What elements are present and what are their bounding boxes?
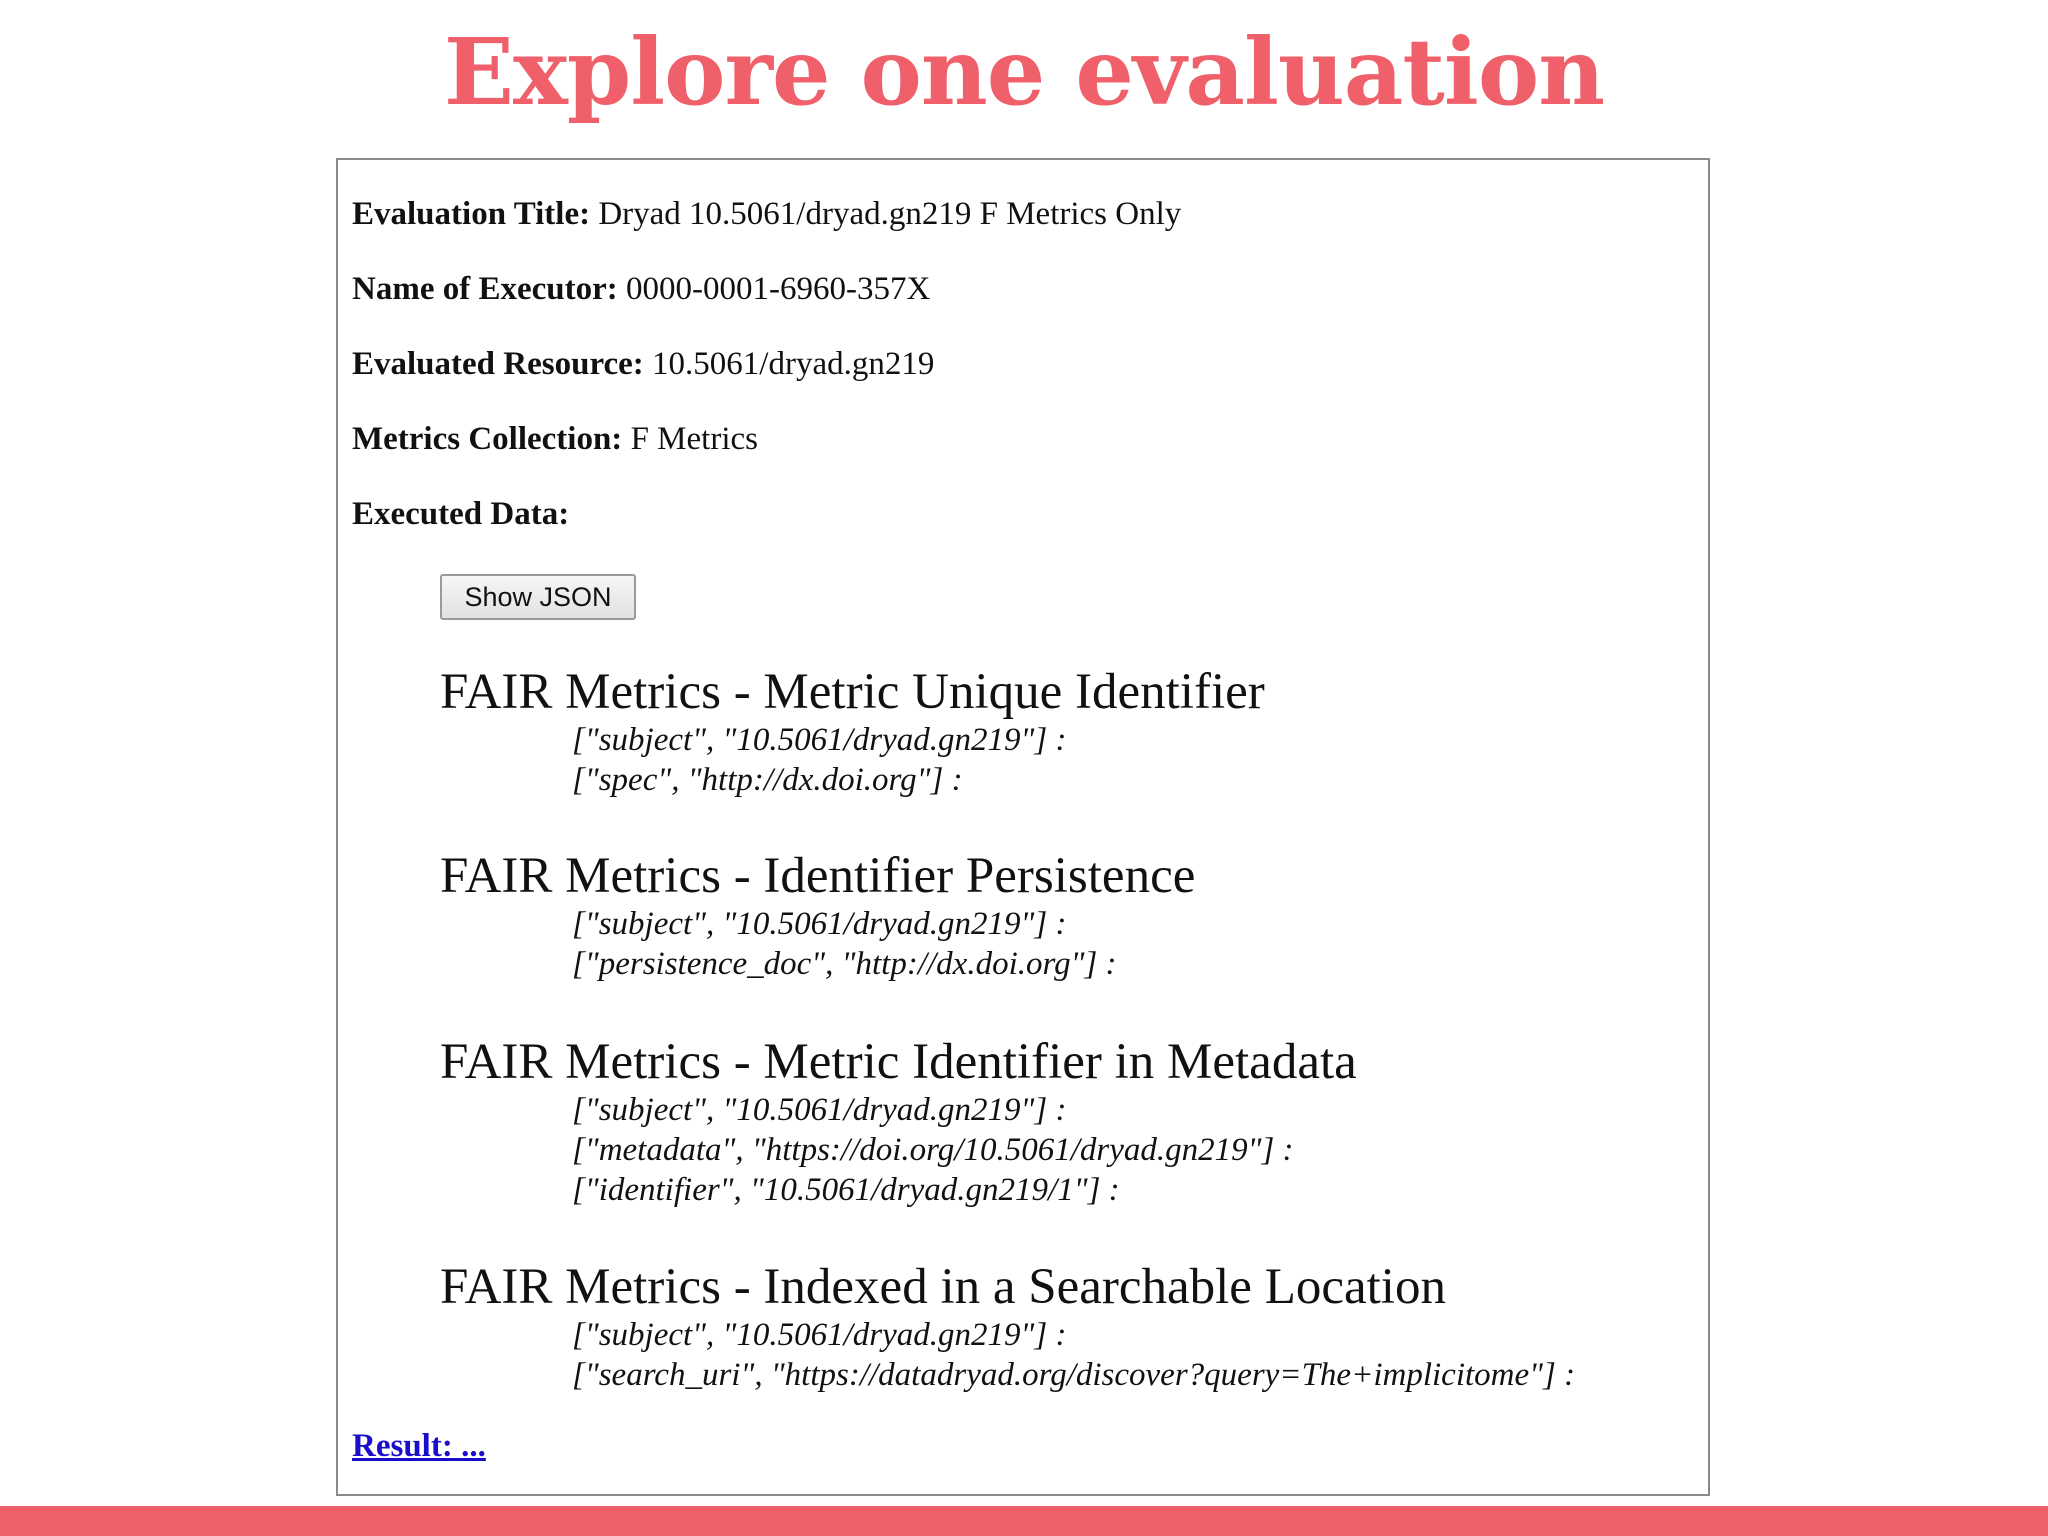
metric-arg: ["identifier", "10.5061/dryad.gn219/1"] :	[572, 1172, 1120, 1208]
evaluated-resource-value: 10.5061/dryad.gn219	[652, 346, 935, 382]
evaluation-title-value: Dryad 10.5061/dryad.gn219 F Metrics Only	[598, 196, 1182, 232]
executed-data-field	[352, 494, 569, 534]
metric-block	[440, 1259, 1575, 1395]
evaluation-panel	[336, 158, 1710, 1496]
footer-accent-bar	[0, 1506, 2048, 1536]
metric-arg: ["metadata", "https://doi.org/10.5061/dryad.gn219"] :	[572, 1132, 1294, 1168]
metric-args	[572, 1315, 1575, 1395]
metric-arg: ["subject", "10.5061/dryad.gn219"] :	[572, 906, 1067, 942]
metric-block	[440, 1034, 1357, 1210]
metrics-collection-value: F Metrics	[630, 421, 758, 457]
metric-block	[440, 848, 1195, 984]
evaluation-title-field	[352, 194, 1181, 234]
slide-title: Explore one evaluation	[443, 18, 1605, 126]
metric-args	[572, 904, 1195, 984]
executor-field	[352, 269, 930, 309]
metric-title: FAIR Metrics - Identifier Persistence	[440, 848, 1196, 904]
executor-label: Name of Executor:	[352, 271, 618, 307]
metrics-collection-field	[352, 419, 758, 459]
metric-block	[440, 664, 1265, 800]
evaluated-resource-label: Evaluated Resource:	[352, 346, 644, 382]
metric-arg: ["subject", "10.5061/dryad.gn219"] :	[572, 1092, 1067, 1128]
metric-title: FAIR Metrics - Metric Unique Identifier	[440, 664, 1265, 720]
evaluated-resource-field	[352, 344, 934, 384]
evaluation-title-label: Evaluation Title:	[352, 196, 591, 232]
metric-arg: ["spec", "http://dx.doi.org"] :	[572, 762, 963, 798]
show-json-button[interactable]: Show JSON	[440, 574, 636, 620]
metric-title: FAIR Metrics - Metric Identifier in Metadata	[440, 1034, 1357, 1090]
metric-arg: ["subject", "10.5061/dryad.gn219"] :	[572, 1317, 1067, 1353]
metric-arg: ["search_uri", "https://datadryad.org/discover?query=The+implicitome"] :	[572, 1357, 1576, 1393]
executor-value: 0000-0001-6960-357X	[626, 271, 931, 307]
metric-args	[572, 1090, 1357, 1210]
executed-data-label: Executed Data:	[352, 496, 570, 532]
metric-title: FAIR Metrics - Indexed in a Searchable Location	[440, 1259, 1446, 1315]
metric-arg: ["persistence_doc", "http://dx.doi.org"] :	[572, 946, 1117, 982]
metric-args	[572, 720, 1265, 800]
result-link[interactable]: Result: ...	[352, 1428, 486, 1464]
metrics-collection-label: Metrics Collection:	[352, 421, 623, 457]
metric-arg: ["subject", "10.5061/dryad.gn219"] :	[572, 722, 1067, 758]
